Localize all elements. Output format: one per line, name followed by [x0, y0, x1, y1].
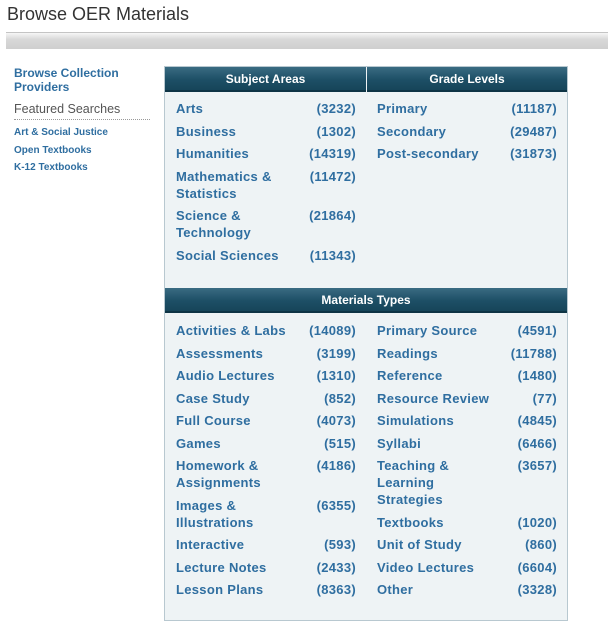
material-link-teaching-learning-strategies[interactable]: [377, 457, 557, 508]
material-label: Homework & Assignments: [176, 458, 261, 490]
material-link-images-illustrations[interactable]: [176, 497, 356, 531]
material-link-case-study[interactable]: [176, 390, 356, 407]
subject-count: (3232): [316, 101, 356, 116]
material-label: Video Lectures: [377, 559, 475, 575]
featured-link-art-social-justice[interactable]: Art & Social Justice: [14, 127, 108, 138]
grade-count: (11187): [511, 101, 557, 116]
material-label: Activities & Labs: [176, 323, 286, 338]
material-label: Readings: [377, 345, 438, 361]
subject-label: Arts: [176, 101, 204, 116]
sidebar: [14, 66, 154, 177]
material-link-other[interactable]: [377, 581, 557, 598]
material-link-assessments[interactable]: [176, 345, 356, 362]
material-label: Lesson Plans: [176, 582, 264, 597]
grade-label: Secondary: [377, 123, 447, 139]
material-count: (4591): [517, 323, 557, 338]
subject-count: (11343): [309, 247, 356, 263]
material-link-syllabi[interactable]: [377, 435, 557, 452]
grade-link-secondary[interactable]: [377, 123, 557, 140]
subject-label: Humanities: [176, 146, 250, 161]
material-link-full-course[interactable]: [176, 412, 356, 429]
grade-levels-header: Grade Levels: [367, 67, 567, 92]
subject-label: Business: [176, 123, 237, 139]
material-label: Reference: [377, 368, 443, 383]
subject-areas-list: [176, 100, 356, 269]
material-count: (1310): [316, 368, 356, 383]
grade-count: (31873): [510, 146, 557, 161]
material-link-simulations[interactable]: [377, 412, 557, 429]
subject-link-business[interactable]: [176, 123, 356, 140]
browse-collection-providers-link[interactable]: Browse Collection Providers: [14, 66, 119, 94]
subject-count: (11472): [309, 168, 356, 184]
material-label: Unit of Study: [377, 537, 462, 552]
material-link-lesson-plans[interactable]: [176, 581, 356, 598]
material-count: (4073): [316, 413, 356, 428]
material-count: (593): [324, 537, 356, 552]
subject-link-social-sciences[interactable]: [176, 247, 356, 264]
material-count: (860): [525, 537, 557, 552]
material-count: (852): [324, 390, 356, 406]
subject-link-humanities[interactable]: [176, 145, 356, 162]
material-link-interactive[interactable]: [176, 536, 356, 553]
grade-link-post-secondary[interactable]: [377, 145, 557, 162]
material-link-games[interactable]: [176, 435, 356, 452]
material-count: (515): [324, 435, 356, 451]
grade-label: Post-secondary: [377, 146, 479, 161]
featured-link-k12-textbooks[interactable]: K-12 Textbooks: [14, 162, 88, 173]
material-link-reference[interactable]: [377, 367, 557, 384]
featured-link-open-textbooks[interactable]: Open Textbooks: [14, 144, 92, 156]
subject-link-arts[interactable]: [176, 100, 356, 117]
featured-searches-heading: Featured Searches: [14, 102, 150, 120]
material-link-textbooks[interactable]: [377, 514, 557, 531]
material-count: (11788): [510, 345, 557, 361]
grade-link-primary[interactable]: [377, 100, 557, 117]
material-label: Full Course: [176, 413, 251, 428]
subject-label: Social Sciences: [176, 247, 279, 263]
subject-count: (1302): [316, 123, 356, 139]
material-count: (8363): [316, 582, 356, 597]
grade-levels-list: [377, 100, 557, 168]
featured-searches-list: [14, 124, 154, 177]
material-count: (3199): [316, 345, 356, 361]
material-link-audio-lectures[interactable]: [176, 367, 356, 384]
material-label: Lecture Notes: [176, 559, 267, 575]
material-link-video-lectures[interactable]: [377, 559, 557, 576]
material-label: Images & Illustrations: [176, 497, 254, 530]
subject-link-science-technology[interactable]: [176, 207, 356, 241]
browse-panel: [164, 66, 568, 621]
grade-label: Primary: [377, 101, 428, 116]
material-label: Simulations: [377, 413, 454, 428]
material-count: (3328): [517, 582, 557, 597]
material-label: Other: [377, 582, 414, 597]
material-count: (77): [532, 390, 557, 406]
material-count: (4186): [316, 458, 356, 473]
material-count: (1020): [517, 514, 557, 530]
material-link-readings[interactable]: [377, 345, 557, 362]
material-label: Interactive: [176, 537, 245, 552]
material-label: Textbooks: [377, 514, 444, 530]
material-label: Games: [176, 435, 221, 451]
material-count: (6466): [517, 435, 557, 451]
material-count: (3657): [517, 458, 557, 473]
material-label: Teaching & Learning Strategies: [377, 458, 450, 507]
material-link-primary-source[interactable]: [377, 322, 557, 339]
subject-label: Science & Technology: [176, 208, 251, 240]
title-divider-bar: [6, 32, 608, 49]
material-count: (6604): [517, 559, 557, 575]
subject-count: (14319): [309, 146, 356, 161]
material-count: (1480): [517, 368, 557, 383]
material-label: Assessments: [176, 345, 264, 361]
material-label: Audio Lectures: [176, 368, 275, 383]
grade-count: (29487): [510, 123, 557, 139]
material-label: Primary Source: [377, 323, 478, 338]
subject-label: Mathematics & Statistics: [176, 168, 272, 201]
material-label: Case Study: [176, 390, 250, 406]
materials-types-list-right: [377, 322, 557, 604]
material-label: Resource Review: [377, 390, 490, 406]
materials-types-header: Materials Types: [165, 288, 567, 313]
material-count: (4845): [517, 413, 557, 428]
materials-types-list-left: [176, 322, 356, 604]
subject-count: (21864): [309, 208, 356, 223]
material-count: (2433): [316, 559, 356, 575]
subject-areas-header: Subject Areas: [165, 67, 366, 92]
material-link-unit-of-study[interactable]: [377, 536, 557, 553]
subject-link-mathematics-statistics[interactable]: [176, 168, 356, 202]
page-title: Browse OER Materials: [7, 4, 190, 24]
material-link-lecture-notes[interactable]: [176, 559, 356, 576]
material-count: (14089): [309, 323, 356, 338]
material-count: (6355): [316, 497, 356, 513]
material-link-resource-review[interactable]: [377, 390, 557, 407]
material-label: Syllabi: [377, 435, 422, 451]
material-link-homework-assignments[interactable]: [176, 457, 356, 491]
material-link-activities-labs[interactable]: [176, 322, 356, 339]
